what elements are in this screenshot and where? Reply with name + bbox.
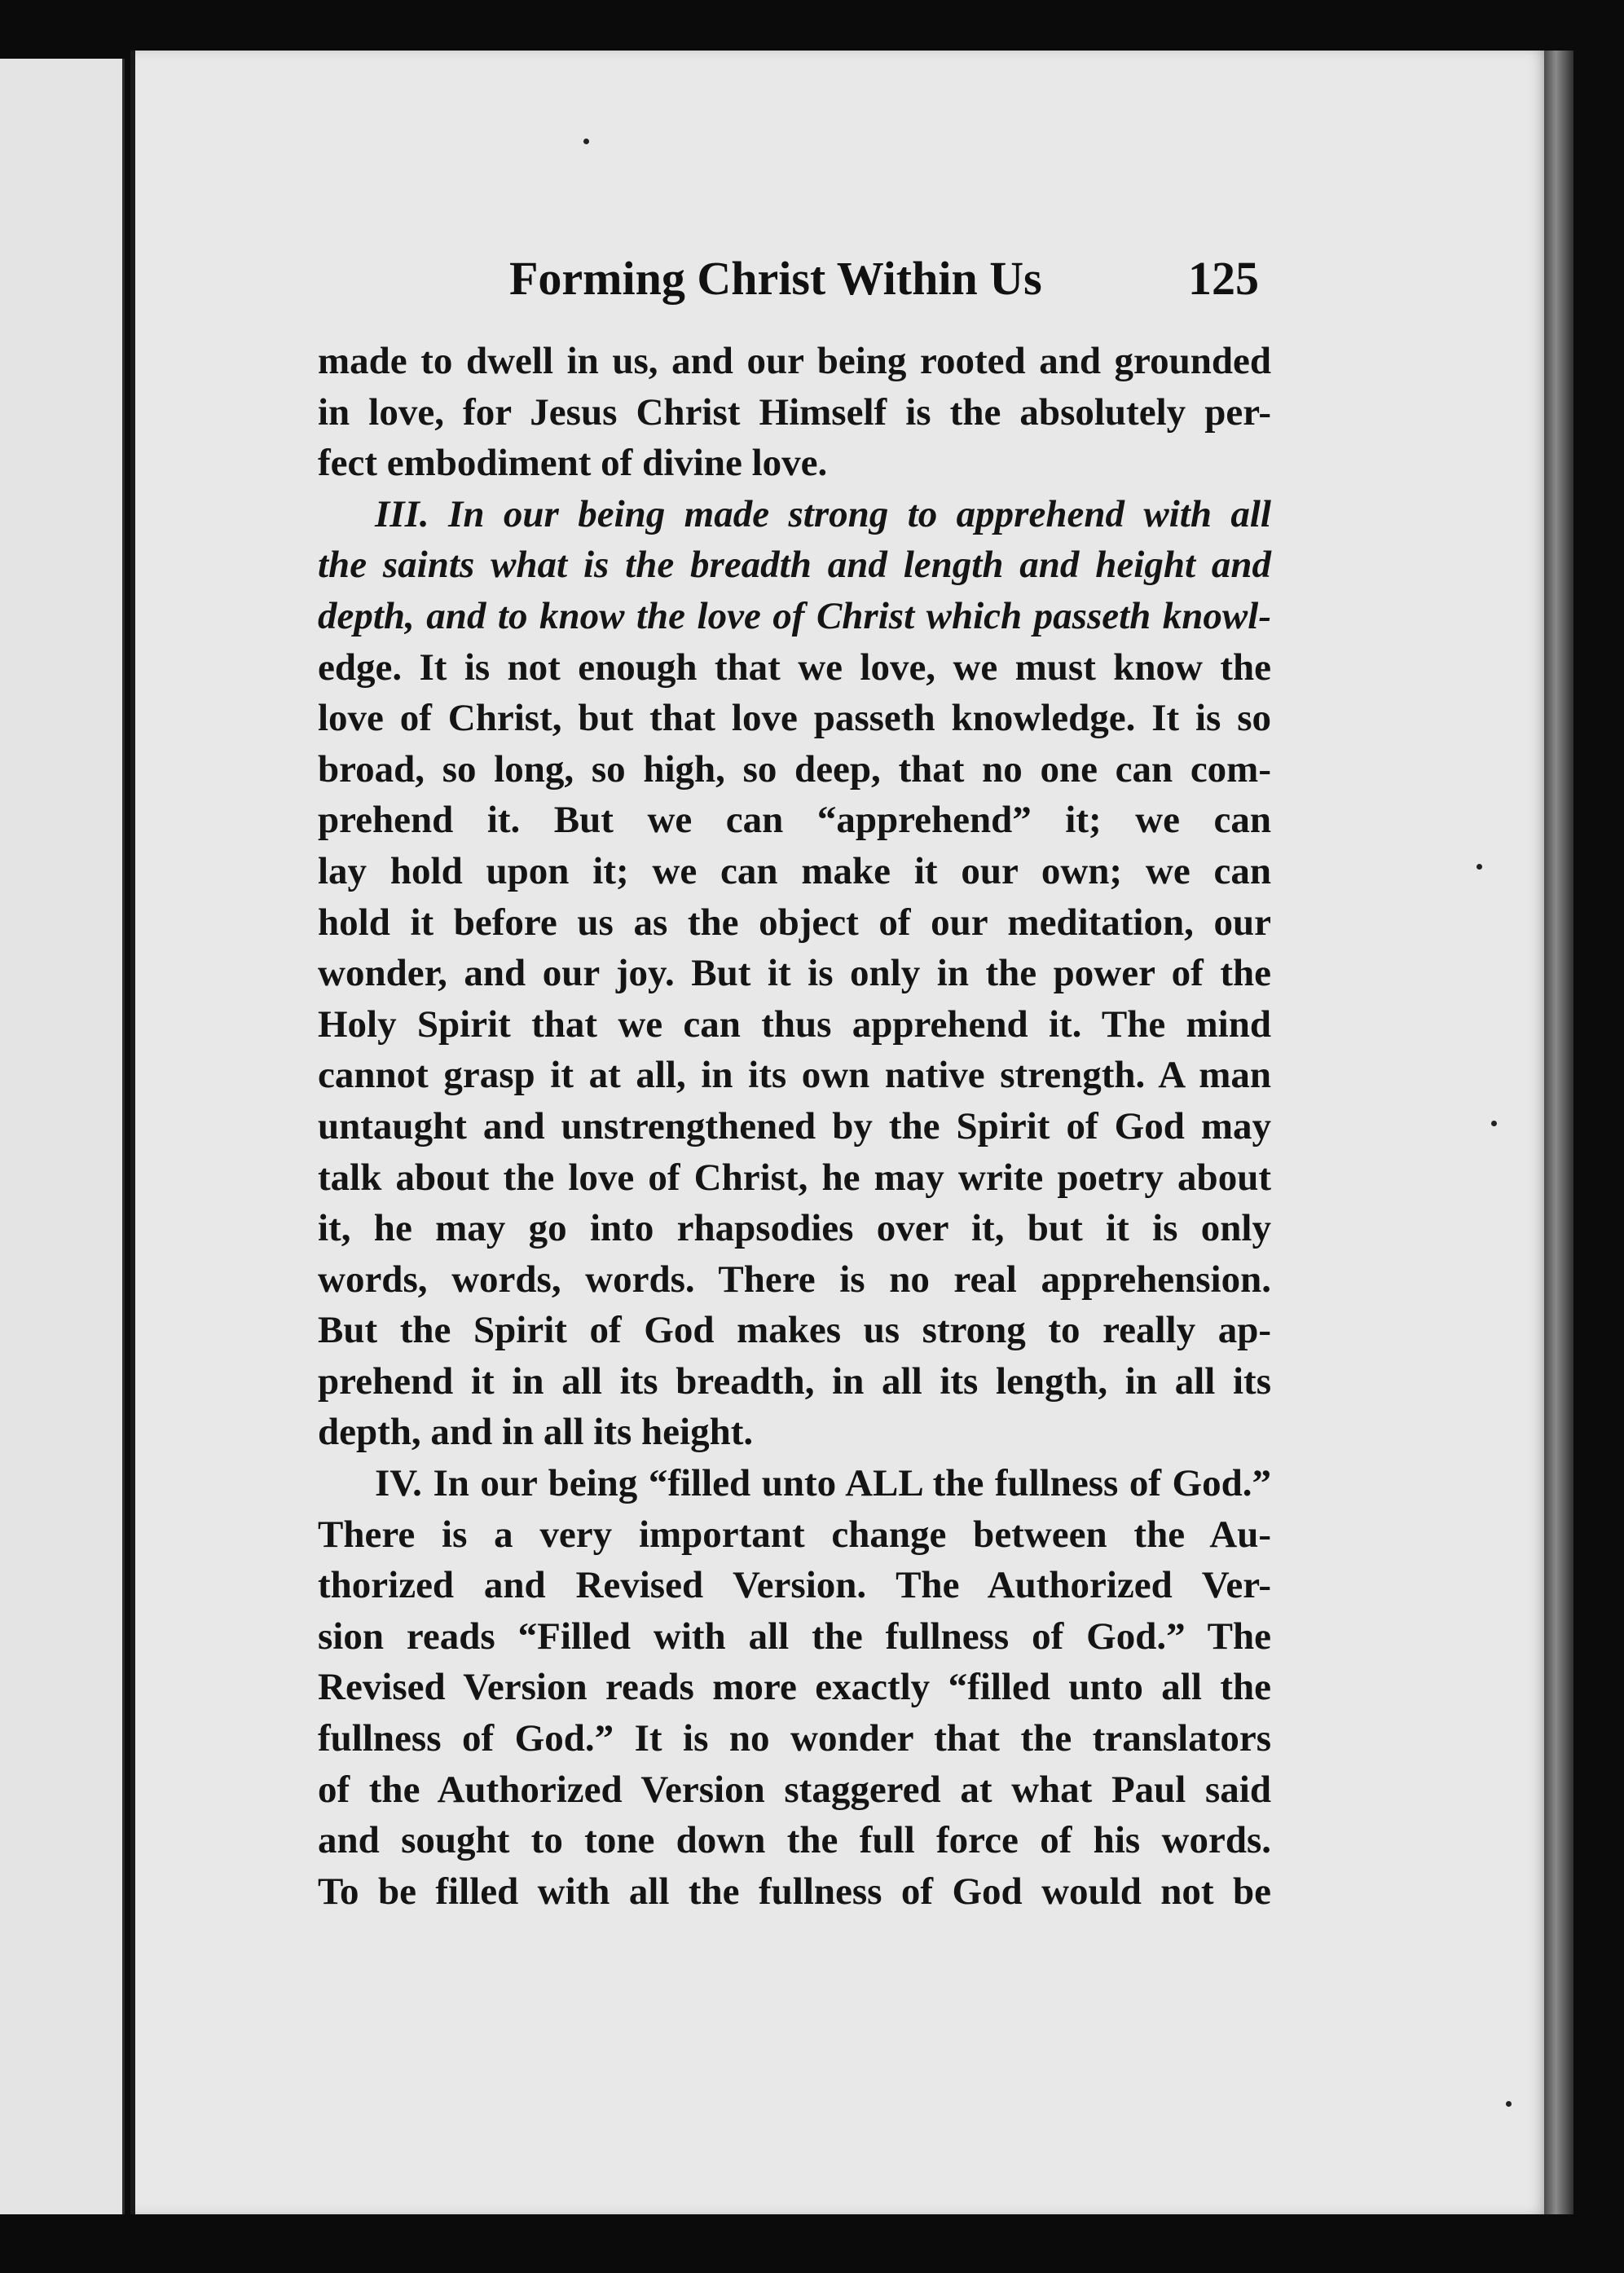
- text-line: words, words, words. There is no real apprehension.: [318, 1258, 1271, 1301]
- text-line: it, he may go into rhapsodies over it, but it is only: [318, 1207, 1271, 1250]
- text-line: love of Christ, but that love passeth knowledge. It is so: [318, 697, 1271, 740]
- text-line: in love, for Jesus Christ Himself is the absolutely per-: [318, 390, 1271, 434]
- text-line: wonder, and our joy. But it is only in the power of the: [318, 952, 1271, 995]
- text-line: broad, so long, so high, so deep, that no one can com-: [318, 747, 1271, 791]
- text-line: But the Spirit of God makes us strong to really ap-: [318, 1309, 1271, 1352]
- text-line: hold it before us as the object of our meditation, our: [318, 901, 1271, 944]
- paper-speck: [1506, 2101, 1512, 2107]
- text-line-section-iii: III. In our being made strong to apprehend with all: [375, 492, 1271, 535]
- text-line: thorized and Revised Version. The Authorized Ver-: [318, 1564, 1271, 1607]
- text-line: untaught and unstrengthened by the Spirit of God may: [318, 1104, 1271, 1148]
- text-line: and sought to tone down the full force of his words.: [318, 1819, 1271, 1862]
- paper-speck: [1491, 1121, 1497, 1126]
- text-line: of the Authorized Version staggered at what Paul said: [318, 1768, 1271, 1811]
- paper-speck: [1477, 864, 1482, 870]
- page-stack-edge: [1544, 51, 1573, 2214]
- text-line: the saints what is the breadth and length and height and: [318, 544, 1271, 587]
- running-title: Forming Christ Within Us: [509, 252, 1042, 305]
- text-line: Revised Version reads more exactly “filled unto all the: [318, 1666, 1271, 1709]
- body-text: [318, 336, 1271, 1917]
- text-line-section-iv: IV. In our being “filled unto ALL the fullness of God.”: [375, 1462, 1271, 1505]
- text-line: made to dwell in us, and our being rooted and grounded: [318, 340, 1271, 382]
- text-line: There is a very important change between the Au-: [318, 1513, 1271, 1556]
- text-line: fullness of God.” It is no wonder that the translators: [318, 1717, 1271, 1760]
- text-line: fect embodiment of divine love.: [318, 442, 828, 485]
- text-line: edge. It is not enough that we love, we must know the: [318, 645, 1271, 689]
- text-line: lay hold upon it; we can make it our own; we can: [318, 849, 1271, 892]
- text-line: depth, and to know the love of Christ which passeth knowl-: [318, 594, 1271, 637]
- text-line: talk about the love of Christ, he may write poetry about: [318, 1156, 1271, 1199]
- paper-speck: [583, 139, 589, 144]
- facing-page-edge: [0, 59, 125, 2214]
- text-line: cannot grasp it at all, in its own native strength. A man: [318, 1054, 1271, 1097]
- page-header: [0, 194, 1624, 305]
- text-line: prehend it in all its breadth, in all its length, in all its: [318, 1359, 1271, 1403]
- text-line: To be filled with all the fullness of God would not be: [318, 1870, 1271, 1913]
- page-number: 125: [1188, 252, 1259, 305]
- text-line: Holy Spirit that we can thus apprehend it. The mind: [318, 1002, 1271, 1046]
- text-line: sion reads “Filled with all the fullness of God.” The: [318, 1614, 1271, 1658]
- text-line: depth, and in all its height.: [318, 1411, 754, 1454]
- text-line: prehend it. But we can “apprehend” it; we can: [318, 799, 1271, 842]
